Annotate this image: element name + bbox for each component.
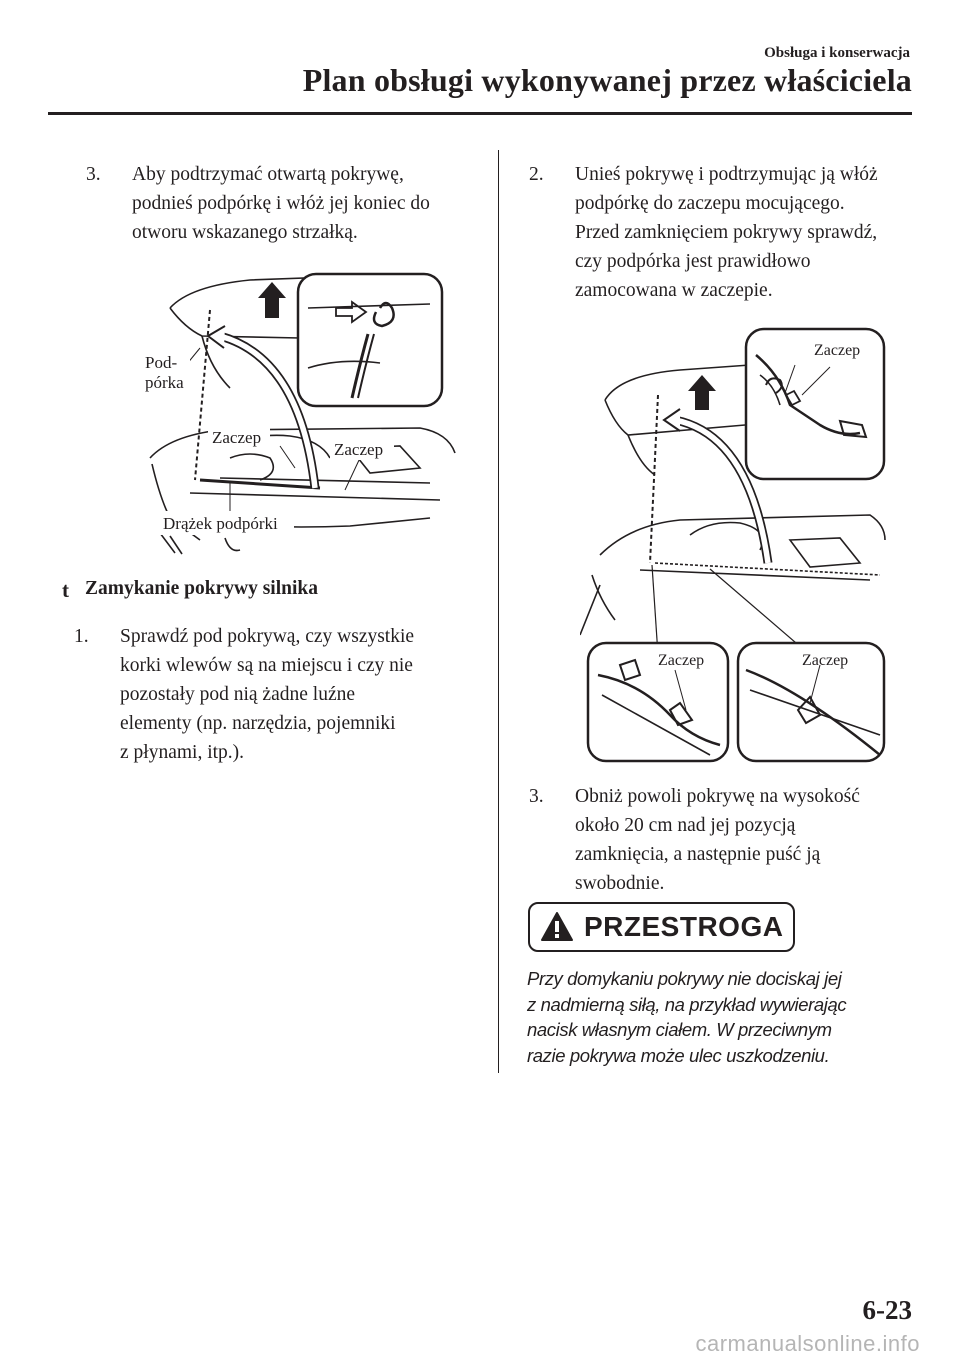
caution-box	[528, 902, 795, 952]
step-line: podpórkę do zaczepu mocującego.	[575, 193, 845, 214]
step-line: otworu wskazanego strzałką.	[132, 222, 358, 243]
step-line: Aby podtrzymać otwartą pokrywę,	[132, 164, 404, 185]
step-number: 3.	[529, 786, 544, 807]
caution-line: Przy domykaniu pokrywy nie dociskaj jej	[527, 968, 842, 989]
step-line: zamocowana w zaczepie.	[575, 280, 773, 301]
catch-label: Zaczep	[334, 440, 384, 459]
step-line: z płynami, itp.).	[120, 742, 245, 763]
step-line: czy podpórka jest prawidłowo	[575, 251, 811, 272]
step-line: podnieś podpórkę i włóż jej koniec do	[132, 193, 430, 214]
support-label-line1: Pod-	[145, 353, 178, 372]
section-label: Obsługa i konserwacja	[764, 45, 910, 61]
page-number: 6-23	[862, 1295, 912, 1325]
hood-catch-figure	[580, 325, 890, 765]
rod-label: Drążek podpórki	[163, 514, 278, 533]
step-3-lower-hood	[529, 782, 929, 898]
step-2-insert-support	[529, 160, 929, 305]
caution-line: razie pokrywa może ulec uszkodzeniu.	[527, 1044, 830, 1066]
caution-text	[527, 966, 927, 1068]
step-3-open-support	[86, 160, 486, 247]
warning-icon	[540, 911, 574, 943]
column-divider	[498, 150, 499, 1073]
catch-label: Zaczep	[212, 428, 262, 447]
step-1-check-under-hood	[74, 622, 484, 767]
step-line: pozostały pod nią żadne luźne	[120, 684, 355, 705]
chapter-title: Plan obsługi wykonywanej przez właściciela	[302, 62, 912, 98]
step-line: elementy (np. narzędzia, pojemniki	[120, 713, 396, 734]
caution-line: nacisk własnym ciałem. W przeciwnym	[527, 1019, 832, 1040]
header-rule	[48, 112, 912, 115]
hood-support-figure	[130, 268, 465, 558]
step-line: Unieś pokrywę i podtrzymując ją włóż	[575, 164, 878, 185]
step-line: zamknięcia, a następnie puść ją	[575, 844, 821, 865]
step-number: 1.	[74, 626, 89, 647]
step-number: 2.	[529, 164, 544, 185]
caution-line: z nadmierną siłą, na przykład wywierając	[527, 993, 847, 1015]
caution-label: PRZESTROGA	[584, 911, 784, 942]
step-line: Sprawdź pod pokrywą, czy wszystkie	[120, 626, 415, 647]
step-line: Przed zamknięciem pokrywy sprawdź,	[575, 222, 878, 243]
hood-catch-illustration	[580, 325, 890, 765]
step-line: około 20 cm nad jej pozycją	[575, 815, 796, 836]
step-line: Obniż powoli pokrywę na wysokość	[575, 786, 860, 807]
subheading: Zamykanie pokrywy silnika	[85, 578, 318, 599]
step-line: korki wlewów są na miejscu i czy nie	[120, 655, 413, 676]
catch-label-bottom-left: Zaczep	[658, 652, 705, 669]
step-number: 3.	[86, 164, 101, 185]
step-line: swobodnie.	[575, 873, 665, 894]
catch-label-bottom-right: Zaczep	[802, 652, 849, 669]
watermark-text: carmanualsonline.info	[695, 1331, 920, 1356]
hood-support-illustration	[130, 268, 465, 558]
section-bullet: t	[62, 578, 69, 602]
catch-label-top: Zaczep	[814, 342, 861, 359]
support-label-line2: pórka	[145, 373, 184, 392]
